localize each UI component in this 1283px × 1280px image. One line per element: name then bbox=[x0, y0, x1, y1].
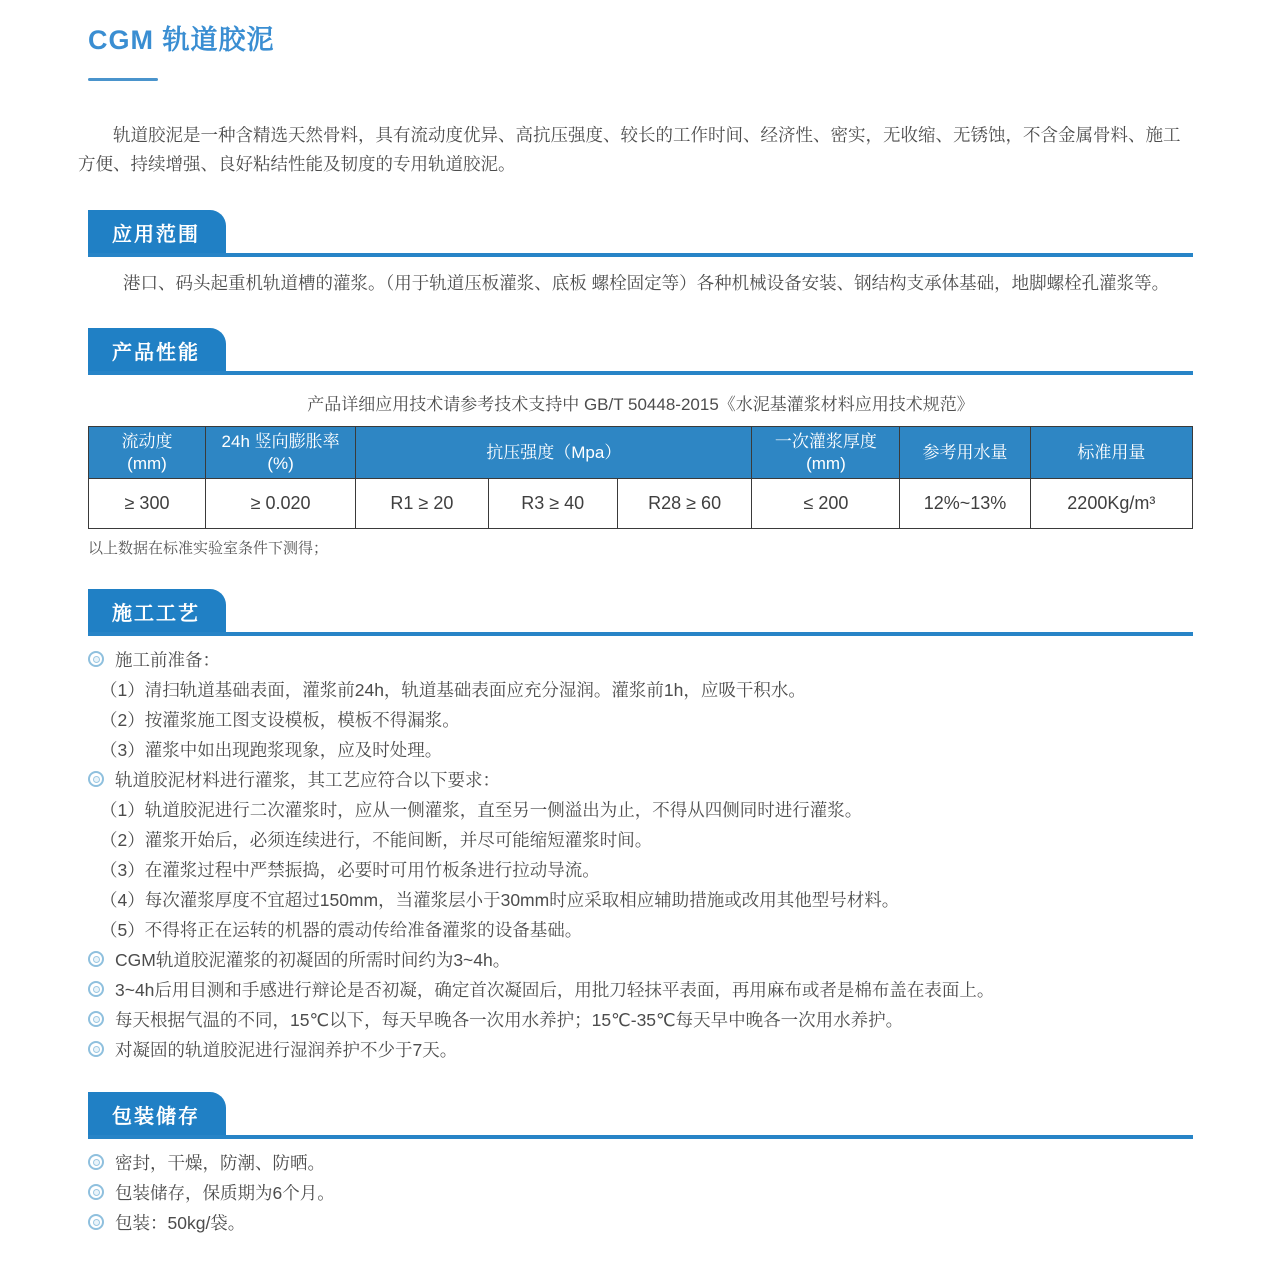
ring-bullet-inner bbox=[93, 1219, 100, 1226]
ring-bullet-icon bbox=[88, 1154, 104, 1170]
construction-list bbox=[88, 649, 1193, 1061]
section-header-packaging bbox=[88, 1092, 1193, 1139]
ring-bullet-icon bbox=[88, 651, 104, 667]
performance-table bbox=[88, 426, 1193, 529]
table-header-cell bbox=[1030, 427, 1192, 479]
page-title: CGM 轨道胶泥 bbox=[88, 25, 275, 55]
ring-bullet-inner bbox=[93, 1159, 100, 1166]
list-item-text: 包装储存，保质期为6个月。 bbox=[115, 1183, 335, 1203]
list-item bbox=[88, 679, 1193, 701]
list-item bbox=[88, 739, 1193, 761]
list-item bbox=[88, 709, 1193, 731]
ring-bullet-icon bbox=[88, 951, 104, 967]
ring-bullet-icon bbox=[88, 771, 104, 787]
title-underline bbox=[88, 78, 158, 81]
section-header-performance bbox=[88, 328, 1193, 375]
list-item bbox=[88, 859, 1193, 881]
list-item bbox=[88, 1182, 1193, 1204]
table-data-row bbox=[89, 479, 1193, 529]
ring-bullet-icon bbox=[88, 981, 104, 997]
ring-bullet-inner bbox=[93, 1189, 100, 1196]
ring-bullet-inner bbox=[93, 776, 100, 783]
ring-bullet-icon bbox=[88, 1041, 104, 1057]
header-label: 流动度 bbox=[121, 431, 173, 451]
ring-bullet-icon bbox=[88, 1011, 104, 1027]
list-item-text: 密封，干燥，防潮、防晒。 bbox=[115, 1153, 325, 1173]
table-cell: 12%~13% bbox=[900, 479, 1030, 529]
table-cell: R3 ≥ 40 bbox=[488, 479, 617, 529]
header-label: 一次灌浆厚度 bbox=[774, 431, 877, 451]
table-header-row bbox=[89, 427, 1193, 479]
list-item bbox=[88, 1009, 1193, 1031]
list-item-text: 施工前准备： bbox=[115, 650, 220, 670]
list-item-text: 3~4h后用目测和手感进行辩论是否初凝，确定首次凝固后，用批刀轻抹平表面，再用麻布或者是棉布盖在表面上。 bbox=[115, 980, 995, 1000]
list-item bbox=[88, 829, 1193, 851]
section-header-construction bbox=[88, 589, 1193, 636]
ring-bullet-inner bbox=[93, 1016, 100, 1023]
intro-paragraph: 轨道胶泥是一种含精选天然骨料，具有流动度优异、高抗压强度、较长的工作时间、经济性、密实，无收缩、无锈蚀，不含金属骨料、施工方便、持续增强、良好粘结性能及韧度的专用轨道胶泥。 bbox=[78, 125, 1181, 174]
list-item-text: （4）每次灌浆厚度不宜超过150mm，当灌浆层小于30mm时应采取相应辅助措施或改用其他型号材料。 bbox=[100, 890, 900, 910]
table-cell: R1 ≥ 20 bbox=[356, 479, 488, 529]
table-cell: R28 ≥ 60 bbox=[617, 479, 752, 529]
list-item bbox=[88, 649, 1193, 671]
table-header-cell bbox=[89, 427, 206, 479]
list-item-text: 每天根据气温的不同，15℃以下，每天早晚各一次用水养护；15℃-35℃每天早中晚各一次用水养护。 bbox=[115, 1010, 904, 1030]
list-item-text: （3）灌浆中如出现跑浆现象，应及时处理。 bbox=[100, 740, 443, 760]
ring-bullet-inner bbox=[93, 1046, 100, 1053]
application-body-text: 港口、码头起重机轨道槽的灌浆。（用于轨道压板灌浆、底板 螺栓固定等）各种机械设备安装、钢结构支承体基础，地脚螺栓孔灌浆等。 bbox=[123, 273, 1170, 293]
list-item bbox=[88, 919, 1193, 941]
list-item bbox=[88, 1152, 1193, 1174]
list-item-text: （1）轨道胶泥进行二次灌浆时，应从一侧灌浆，直至另一侧溢出为止，不得从四侧同时进行灌浆。 bbox=[100, 800, 863, 820]
table-footnote: 以上数据在标准实验室条件下测得； bbox=[88, 540, 329, 557]
packaging-list bbox=[88, 1152, 1193, 1234]
table-cell: ≤ 200 bbox=[752, 479, 900, 529]
list-item bbox=[88, 1212, 1193, 1234]
list-item-text: 轨道胶泥材料进行灌浆，其工艺应符合以下要求： bbox=[115, 770, 500, 790]
list-item-text: CGM轨道胶泥灌浆的初凝固的所需时间约为3~4h。 bbox=[115, 950, 511, 970]
list-item-text: （2）按灌浆施工图支设模板，模板不得漏浆。 bbox=[100, 710, 460, 730]
section-badge-application: 应用范围 bbox=[88, 210, 226, 253]
list-item-text: （1）清扫轨道基础表面，灌浆前24h，轨道基础表面应充分湿润。灌浆前1h，应吸干积水。 bbox=[100, 680, 806, 700]
header-unit: (mm) bbox=[127, 453, 167, 473]
table-header-cell bbox=[206, 427, 356, 479]
list-item bbox=[88, 889, 1193, 911]
header-label: 标准用量 bbox=[1077, 442, 1146, 462]
section-badge-performance: 产品性能 bbox=[88, 328, 226, 371]
table-cell: 2200Kg/m³ bbox=[1030, 479, 1192, 529]
header-label: 抗压强度（Mpa） bbox=[486, 442, 622, 462]
header-unit: (%) bbox=[267, 453, 294, 473]
list-item-text: 对凝固的轨道胶泥进行湿润养护不少于7天。 bbox=[115, 1040, 458, 1060]
table-cell: ≥ 0.020 bbox=[206, 479, 356, 529]
list-item bbox=[88, 769, 1193, 791]
table-header-cell bbox=[900, 427, 1030, 479]
header-unit: (mm) bbox=[806, 453, 846, 473]
ring-bullet-inner bbox=[93, 656, 100, 663]
table-header-cell bbox=[356, 427, 752, 479]
list-item bbox=[88, 799, 1193, 821]
list-item bbox=[88, 979, 1193, 1001]
header-label: 参考用水量 bbox=[922, 442, 1008, 462]
list-item bbox=[88, 1039, 1193, 1061]
performance-standard-note: 产品详细应用技术请参考技术支持中 GB/T 50448-2015《水泥基灌浆材料应用技术规范》 bbox=[307, 395, 974, 414]
ring-bullet-inner bbox=[93, 956, 100, 963]
table-cell: ≥ 300 bbox=[89, 479, 206, 529]
list-item-text: （2）灌浆开始后，必须连续进行，不能间断，并尽可能缩短灌浆时间。 bbox=[100, 830, 653, 850]
list-item-text: （3）在灌浆过程中严禁振捣，必要时可用竹板条进行拉动导流。 bbox=[100, 860, 600, 880]
list-item-text: 包装：50kg/袋。 bbox=[115, 1213, 246, 1233]
ring-bullet-icon bbox=[88, 1214, 104, 1230]
table-header-cell bbox=[752, 427, 900, 479]
ring-bullet-inner bbox=[93, 986, 100, 993]
ring-bullet-icon bbox=[88, 1184, 104, 1200]
list-item-text: （5）不得将正在运转的机器的震动传给准备灌浆的设备基础。 bbox=[100, 920, 583, 940]
section-badge-construction: 施工工艺 bbox=[88, 589, 226, 632]
header-label: 24h 竖向膨胀率 bbox=[221, 431, 340, 451]
list-item bbox=[88, 949, 1193, 971]
section-header-application bbox=[88, 210, 1193, 257]
section-badge-packaging: 包装储存 bbox=[88, 1092, 226, 1135]
